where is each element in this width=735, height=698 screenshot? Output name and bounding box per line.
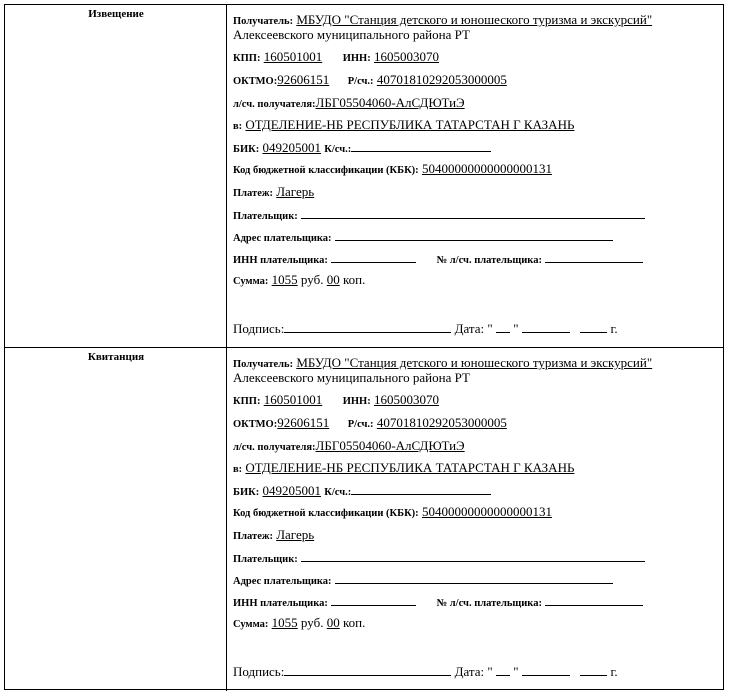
ks-label: К/сч.: [324,144,352,155]
payer-ls-label: № л/сч. плательщика: [436,598,542,609]
recipient-label: Получатель: [233,16,294,27]
bank-row [233,461,574,477]
date-year-blank[interactable] [580,664,607,676]
recipient-district: Алексеевского муниципального района РТ [233,370,470,385]
notice-left-column [5,5,227,347]
kpp-inn-row [233,50,439,66]
date-day-blank[interactable] [496,664,510,676]
sum-rub-value: 1055 [271,615,298,630]
oktmo-rs-row [233,73,507,89]
signature-label: Подпись: [233,664,285,679]
bank-label: в: [233,464,243,475]
ks-blank[interactable] [351,483,491,495]
kpp-inn-row [233,393,439,409]
address-label: Адрес плательщика: [233,233,332,244]
sum-kop-value: 00 [326,272,340,287]
date-day-blank[interactable] [496,321,510,333]
kbk-label: Код бюджетной классификации (КБК): [233,165,419,176]
rub-text: руб. [300,272,324,287]
payer-inn-blank[interactable] [331,251,416,263]
ks-blank[interactable] [351,140,491,152]
sum-rub-value: 1055 [271,272,298,287]
payment-row [233,185,314,201]
sum-kop-value: 00 [326,615,340,630]
ls-value: ЛБГ05504060-АлСДЮТиЭ [315,95,465,110]
address-row [233,572,613,589]
bik-value: 049205001 [262,140,321,155]
rs-label: Р/сч.: [347,419,374,430]
bik-label: БИК: [233,144,260,155]
bik-label: БИК: [233,487,260,498]
date-month-blank[interactable] [522,664,570,676]
bank-label: в: [233,121,243,132]
rs-value: 40701810292053000005 [376,415,507,430]
payment-value: Лагерь [276,527,315,542]
payer-row [233,550,645,567]
ls-row [233,439,465,455]
receipt-title: Квитанция [87,351,145,363]
signature-label: Подпись: [233,321,285,336]
kpp-label: КПП: [233,53,261,64]
rub-text: руб. [300,615,324,630]
oktmo-value: 92606151 [277,72,330,87]
date-year-blank[interactable] [580,321,607,333]
kbk-label: Код бюджетной классификации (КБК): [233,508,419,519]
oktmo-value: 92606151 [277,415,330,430]
payer-ls-blank[interactable] [545,594,643,606]
recipient-name: МБУДО "Станция детского и юношеского туризма и экскурсий" [296,12,653,27]
payer-inn-label: ИНН плательщика: [233,255,328,266]
bik-row [233,140,491,157]
kpp-value: 160501001 [263,49,323,64]
date-label: Дата: " [454,664,493,679]
signature-blank[interactable] [284,664,451,676]
payment-label: Платеж: [233,531,273,542]
payer-inn-row [233,251,643,268]
recipient-label: Получатель: [233,359,294,370]
ks-label: К/сч.: [324,487,352,498]
recipient-district: Алексеевского муниципального района РТ [233,27,470,42]
inn-value: 1605003070 [373,392,439,407]
payer-blank[interactable] [301,207,645,219]
payer-inn-blank[interactable] [331,594,416,606]
inn-label: ИНН: [342,53,371,64]
date-label: Дата: " [454,321,493,336]
ls-label: л/сч. получателя: [233,99,316,110]
inn-label: ИНН: [342,396,371,407]
payment-value: Лагерь [276,184,315,199]
payment-label: Платеж: [233,188,273,199]
sum-label: Сумма: [233,619,269,630]
kop-text: коп. [342,615,366,630]
notice-details [233,5,717,347]
kpp-value: 160501001 [263,392,323,407]
inn-value: 1605003070 [373,49,439,64]
payer-inn-label: ИНН плательщика: [233,598,328,609]
ls-label: л/сч. получателя: [233,442,316,453]
payer-blank[interactable] [301,550,645,562]
kbk-row [233,162,552,178]
ls-value: ЛБГ05504060-АлСДЮТиЭ [315,438,465,453]
payment-form [4,4,724,690]
signature-blank[interactable] [284,321,451,333]
oktmo-label: ОКТМО: [233,419,278,430]
recipient-row-2 [233,28,470,42]
payer-ls-label: № л/сч. плательщика: [436,255,542,266]
kbk-value: 50400000000000000131 [421,161,552,176]
payment-row [233,528,314,544]
recipient-row-2 [233,371,470,385]
bank-value: ОТДЕЛЕНИЕ-НБ РЕСПУБЛИКА ТАТАРСТАН Г КАЗАНЬ [245,117,575,132]
kop-text: коп. [342,272,366,287]
address-row [233,229,613,246]
date-quote: " [513,321,519,336]
payer-ls-blank[interactable] [545,251,643,263]
ls-row [233,96,465,112]
bik-row [233,483,491,500]
rs-value: 40701810292053000005 [376,72,507,87]
year-suffix: г. [610,664,618,679]
payer-label: Плательщик: [233,211,298,222]
receipt-left-column [5,348,227,691]
kpp-label: КПП: [233,396,261,407]
sum-label: Сумма: [233,276,269,287]
kbk-row [233,505,552,521]
kbk-value: 50400000000000000131 [421,504,552,519]
signature-row [233,321,618,336]
notice-title: Извещение [88,8,144,20]
rs-label: Р/сч.: [347,76,374,87]
payer-label: Плательщик: [233,554,298,565]
address-label: Адрес плательщика: [233,576,332,587]
bank-row [233,118,574,134]
sum-row [233,273,365,289]
oktmo-label: ОКТМО: [233,76,278,87]
bank-value: ОТДЕЛЕНИЕ-НБ РЕСПУБЛИКА ТАТАРСТАН Г КАЗАНЬ [245,460,575,475]
payer-inn-row [233,594,643,611]
signature-row [233,664,618,679]
sum-row [233,616,365,632]
address-blank[interactable] [335,229,613,241]
receipt-details [233,348,717,691]
bik-value: 049205001 [262,483,321,498]
recipient-name: МБУДО "Станция детского и юношеского туризма и экскурсий" [296,355,653,370]
address-blank[interactable] [335,572,613,584]
oktmo-rs-row [233,416,507,432]
receipt-section [5,348,723,691]
date-month-blank[interactable] [522,321,570,333]
year-suffix: г. [610,321,618,336]
date-quote: " [513,664,519,679]
payer-row [233,207,645,224]
notice-section [5,5,723,348]
